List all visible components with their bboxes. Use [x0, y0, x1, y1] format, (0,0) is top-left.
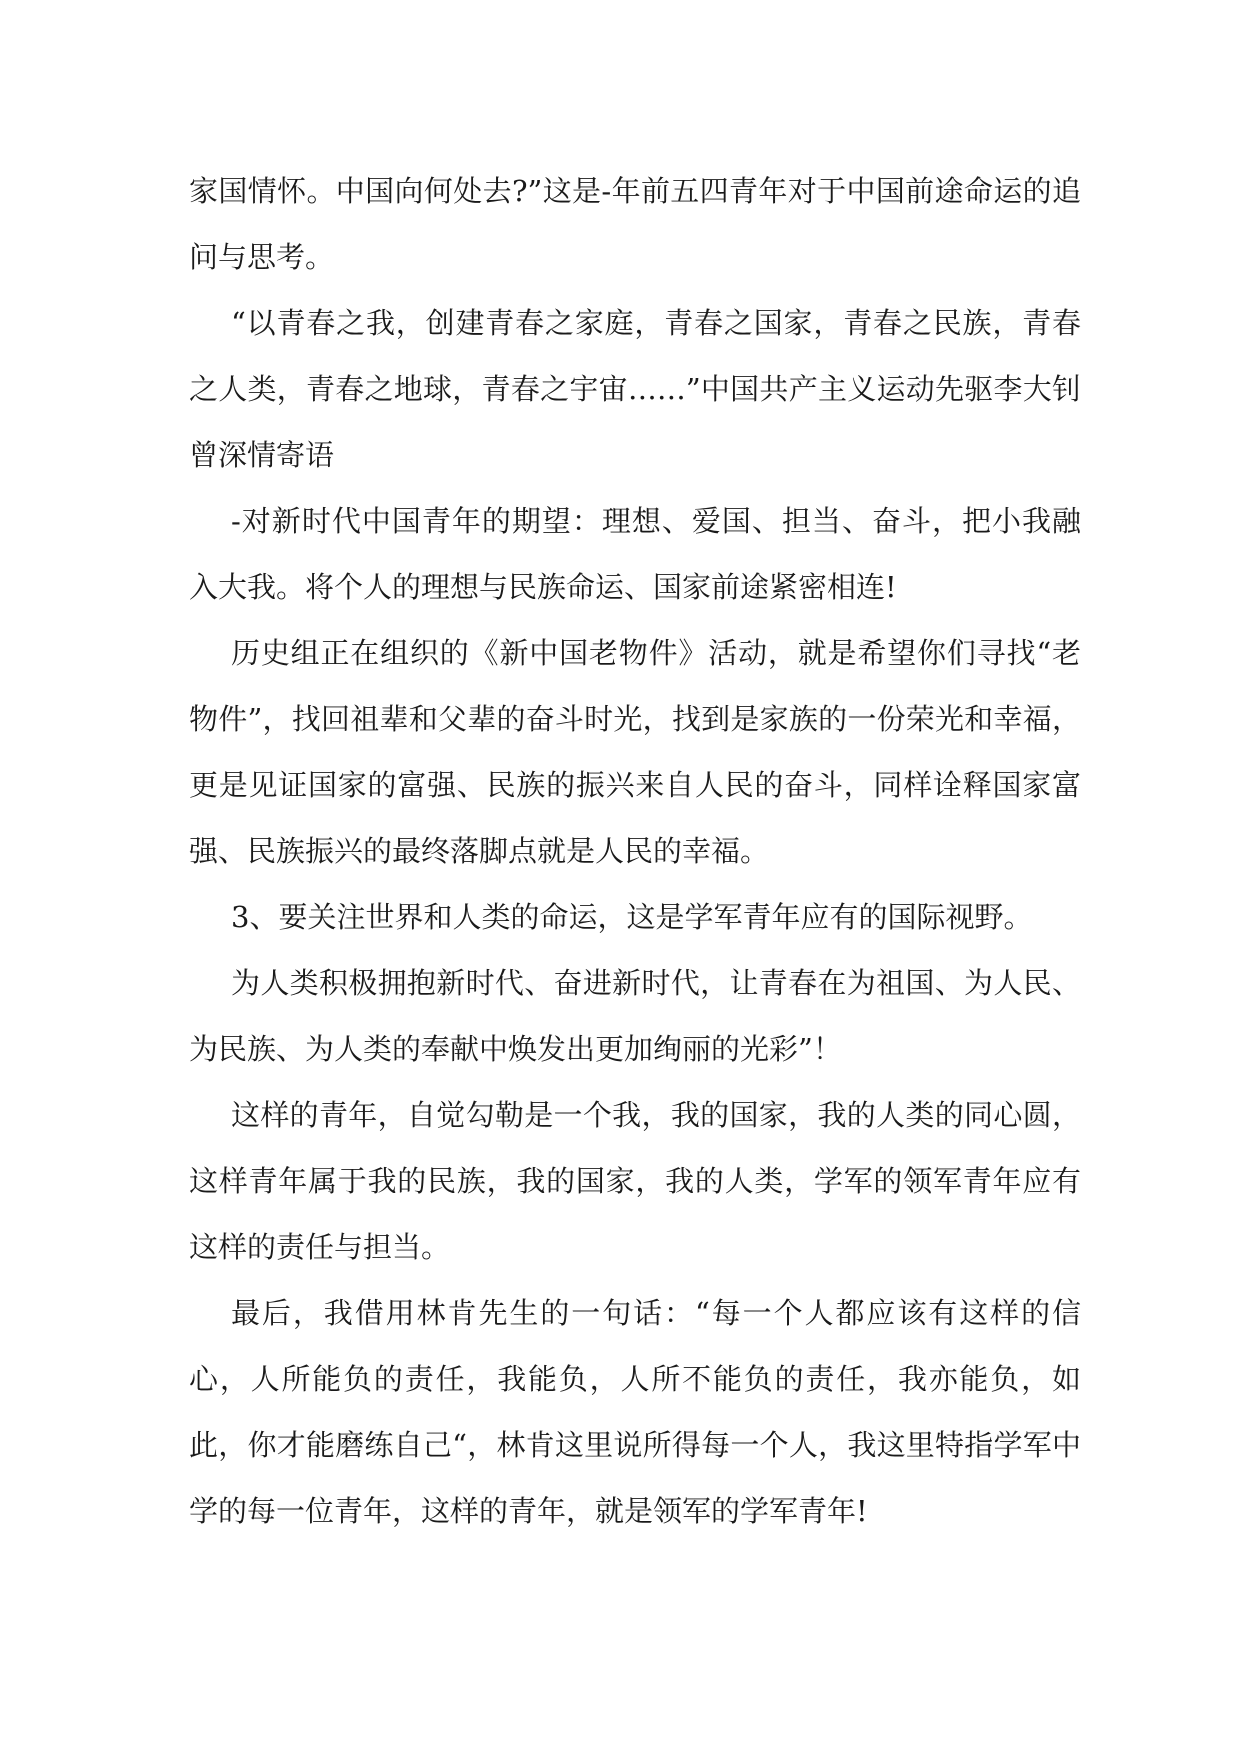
paragraph: 3、要关注世界和人类的命运，这是学军青年应有的国际视野。 — [231, 900, 1033, 934]
paragraph: 这样的青年，自觉勾勒是一个我，我的国家，我的人类的同心圆，这样青年属于我的民族，我的国家，我的人类，学军的领军青年应有这样的责任与担当。 — [189, 1098, 1081, 1264]
paragraph: 最后，我借用林肯先生的一句话：“每一个人都应该有这样的信心，人所能负的责任，我能负，人所不能负的责任，我亦能负，如此，你才能磨练自己“，林肯这里说所得每一个人，我这里特指学军中学的每一位青年，这样的青年，就是领军的学军青年! — [189, 1296, 1081, 1528]
paragraph: 历史组正在组织的《新中国老物件》活动，就是希望你们寻找“老物件”，找回祖辈和父辈的奋斗时光，找到是家族的一份荣光和幸福，更是见证国家的富强、民族的振兴来自人民的奋斗，同样诠释国家富强、民族振兴的最终落脚点就是人民的幸福。 — [189, 636, 1081, 868]
paragraph: -对新时代中国青年的期望：理想、爱国、担当、奋斗，把小我融入大我。将个人的理想与民族命运、国家前途紧密相连! — [189, 504, 1081, 604]
document-body — [189, 158, 1081, 1544]
paragraph: 家国情怀。中国向何处去?”这是-年前五四青年对于中国前途命运的追问与思考。 — [189, 174, 1081, 274]
paragraph: 为人类积极拥抱新时代、奋进新时代，让青春在为祖国、为人民、为民族、为人类的奉献中焕发出更加绚丽的光彩”！ — [189, 966, 1081, 1066]
paragraph: “以青春之我，创建青春之家庭，青春之国家，青春之民族，青春之人类，青春之地球，青春之宇宙……”中国共产主义运动先驱李大钊曾深情寄语 — [189, 306, 1081, 472]
